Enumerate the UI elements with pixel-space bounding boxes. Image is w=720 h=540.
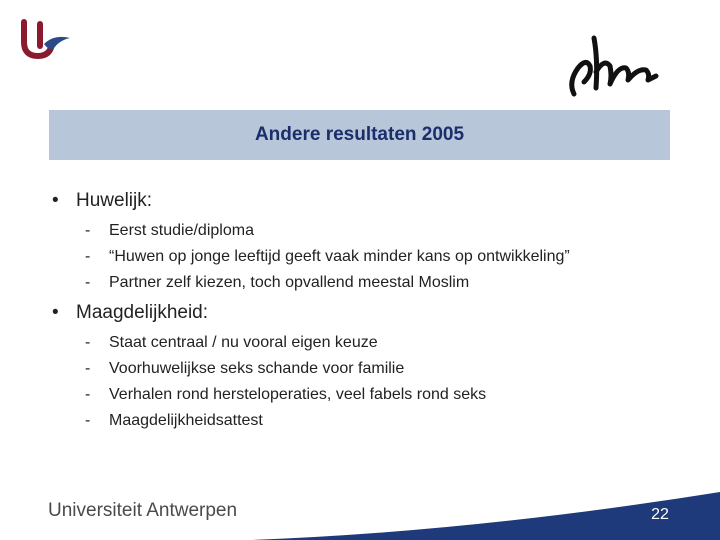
slide-title: Andere resultaten 2005 [254,124,465,145]
list-item [85,408,692,434]
bullet-dot: • [52,190,59,211]
list-item [85,382,692,408]
dash-marker: - [85,274,91,291]
bullet-maagdelijkheid [52,302,692,324]
list-item-text: “Huwen op jonge leeftijd geeft vaak minder kans op ontwikkeling” [109,248,570,265]
list-item-text: Eerst studie/diploma [109,222,254,239]
list-item [85,356,692,382]
bullet-heading: Huwelijk: [76,190,153,211]
list-item [85,270,692,296]
dash-marker: - [85,334,91,351]
list-item-text: Partner zelf kiezen, toch opvallend meestal Moslim [109,274,470,291]
dash-marker: - [85,386,91,403]
title-bar [49,110,670,160]
list-item-text: Maagdelijkheidsattest [109,412,263,429]
list-item [85,330,692,356]
signature-icon [564,32,660,100]
institution-name: Universiteit Antwerpen [48,500,238,521]
page-number: 22 [651,506,669,523]
dash-marker: - [85,248,91,265]
university-logo-icon [16,18,76,62]
list-item [85,218,692,244]
dash-marker: - [85,222,91,239]
list-item-text: Verhalen rond hersteloperaties, veel fabels rond seks [109,386,487,403]
dash-marker: - [85,360,91,377]
list-item-text: Voorhuwelijkse seks schande voor familie [109,360,405,377]
slide-content [52,190,692,440]
dash-marker: - [85,412,91,429]
list-item-text: Staat centraal / nu vooral eigen keuze [109,334,378,351]
bullet-heading: Maagdelijkheid: [76,302,209,323]
sub-list-maagdelijkheid [85,330,692,434]
bullet-huwelijk [52,190,692,212]
list-item [85,244,692,270]
bullet-dot: • [52,302,59,323]
sub-list-huwelijk [85,218,692,296]
